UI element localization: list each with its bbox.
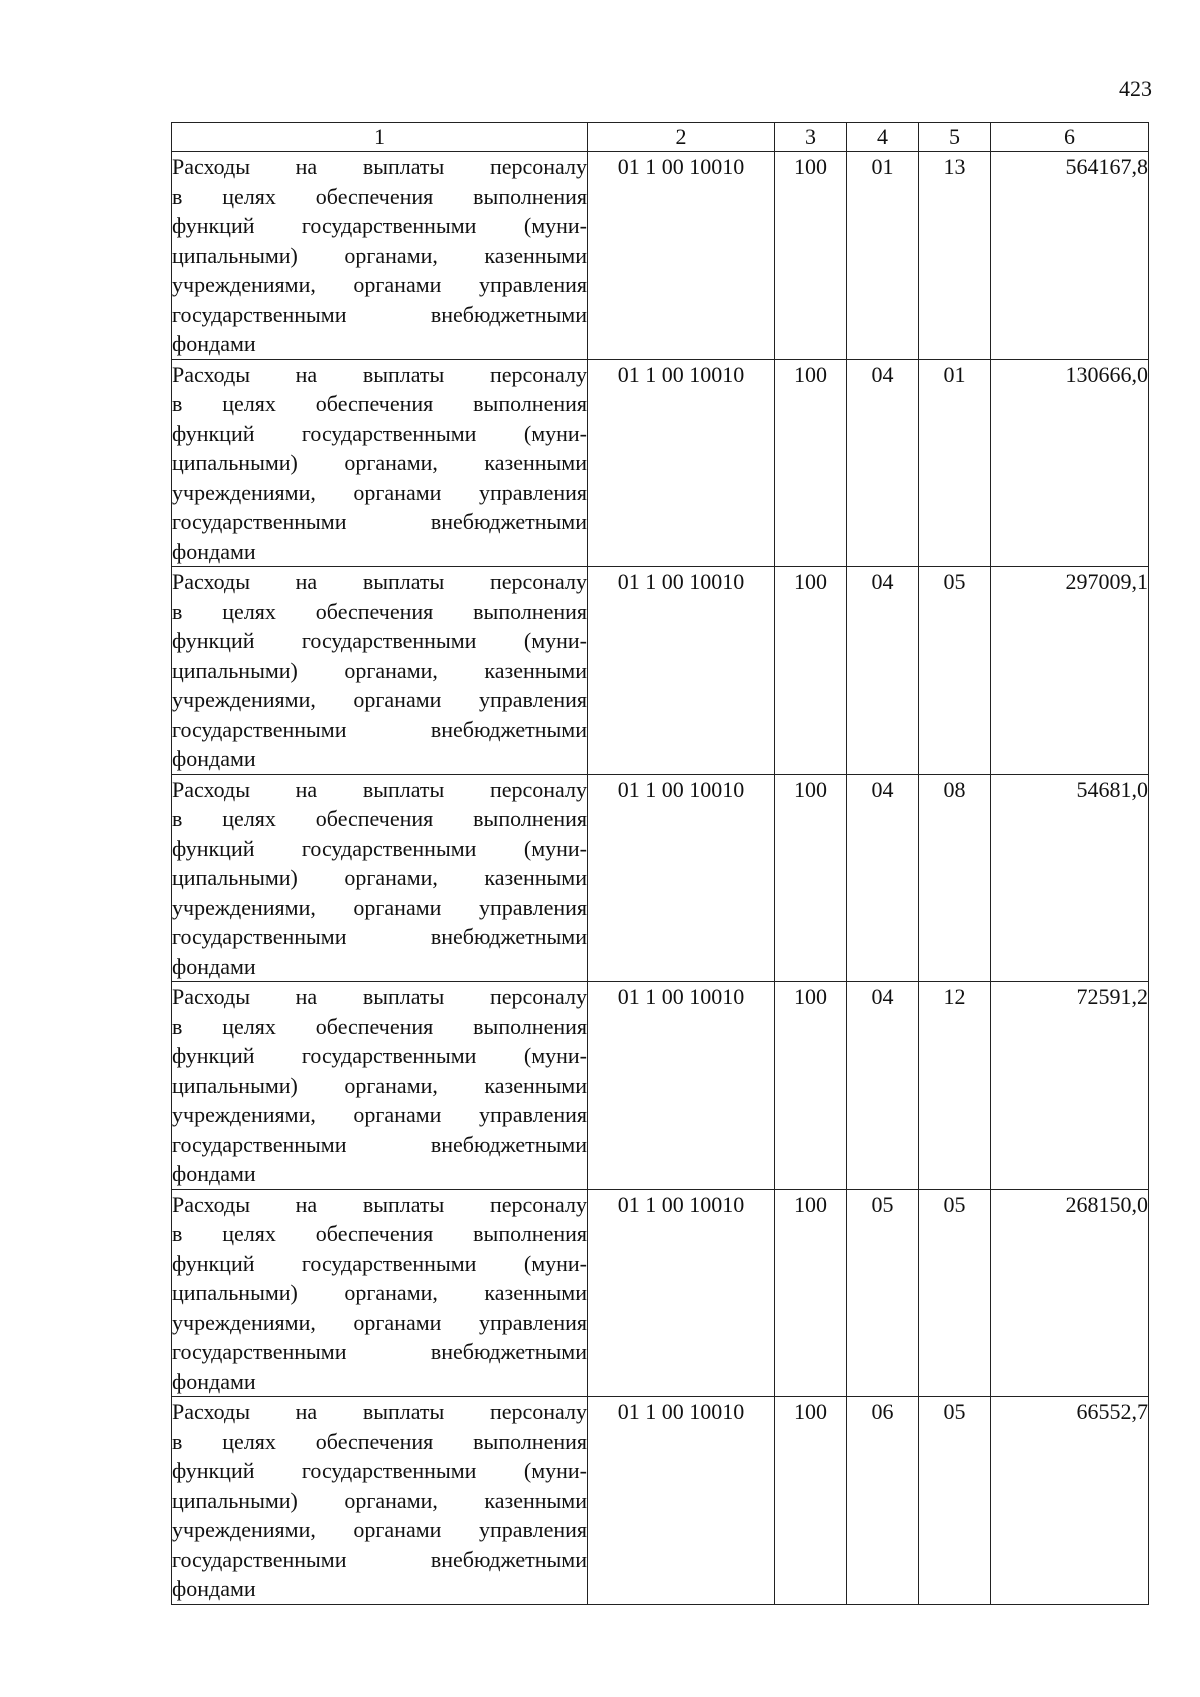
target-article-code: 01 1 00 10010 bbox=[588, 1189, 775, 1397]
description-line: фондами bbox=[172, 1368, 256, 1394]
target-article-code: 01 1 00 10010 bbox=[588, 982, 775, 1190]
expense-type-code: 100 bbox=[775, 152, 847, 360]
table-row bbox=[172, 152, 1149, 360]
description-line: государственными внебюджетными bbox=[172, 301, 587, 327]
target-article-code: 01 1 00 10010 bbox=[588, 152, 775, 360]
amount-value: 54681,0 bbox=[991, 774, 1149, 982]
description-line: функций государственными (муни- bbox=[172, 1043, 587, 1068]
description-line: ципальными) органами, казенными bbox=[172, 657, 587, 683]
description-line: функций государственными (муни- bbox=[172, 628, 587, 653]
description-line: фондами bbox=[172, 953, 256, 979]
description-line: Расходы на выплаты персоналу bbox=[172, 1399, 587, 1424]
table-row bbox=[172, 774, 1149, 982]
expense-description bbox=[172, 1189, 588, 1397]
budget-table bbox=[171, 122, 1149, 1605]
expense-type-code: 100 bbox=[775, 1397, 847, 1605]
target-article-code: 01 1 00 10010 bbox=[588, 1397, 775, 1605]
section-code: 06 bbox=[847, 1397, 919, 1605]
description-line: функций государственными (муни- bbox=[172, 1458, 587, 1483]
description-line: Расходы на выплаты персоналу bbox=[172, 361, 587, 387]
expense-description bbox=[172, 1397, 588, 1605]
subsection-code: 05 bbox=[919, 1397, 991, 1605]
expense-description bbox=[172, 359, 588, 567]
section-code: 01 bbox=[847, 152, 919, 360]
expense-description bbox=[172, 152, 588, 360]
description-line: учреждениями, органами управления bbox=[172, 272, 587, 297]
column-header-2: 2 bbox=[588, 123, 775, 152]
description-line: функций государственными (муни- bbox=[172, 213, 587, 238]
description-line: фондами bbox=[172, 1161, 256, 1186]
amount-value: 297009,1 bbox=[991, 567, 1149, 775]
amount-value: 564167,8 bbox=[991, 152, 1149, 360]
table-header bbox=[172, 123, 1149, 152]
table-row bbox=[172, 1189, 1149, 1397]
description-line: в целях обеспечения выполнения bbox=[172, 1221, 587, 1246]
subsection-code: 13 bbox=[919, 152, 991, 360]
description-line: учреждениями, органами управления bbox=[172, 479, 587, 505]
description-line: государственными внебюджетными bbox=[172, 509, 587, 534]
target-article-code: 01 1 00 10010 bbox=[588, 567, 775, 775]
section-code: 05 bbox=[847, 1189, 919, 1397]
description-line: ципальными) органами, казенными bbox=[172, 865, 587, 890]
amount-value: 268150,0 bbox=[991, 1189, 1149, 1397]
description-line: фондами bbox=[172, 746, 256, 771]
column-header-6: 6 bbox=[991, 123, 1149, 152]
description-line: функций государственными (муни- bbox=[172, 1250, 587, 1276]
expense-type-code: 100 bbox=[775, 359, 847, 567]
description-line: ципальными) органами, казенными bbox=[172, 242, 587, 268]
description-line: государственными внебюджетными bbox=[172, 716, 587, 742]
subsection-code: 12 bbox=[919, 982, 991, 1190]
section-code: 04 bbox=[847, 567, 919, 775]
subsection-code: 08 bbox=[919, 774, 991, 982]
amount-value: 66552,7 bbox=[991, 1397, 1149, 1605]
description-line: учреждениями, органами управления bbox=[172, 1309, 587, 1335]
table-row bbox=[172, 1397, 1149, 1605]
description-line: в целях обеспечения выполнения bbox=[172, 391, 587, 416]
description-line: государственными внебюджетными bbox=[172, 1339, 587, 1364]
description-line: фондами bbox=[172, 538, 256, 564]
description-line: в целях обеспечения выполнения bbox=[172, 598, 587, 624]
column-header-4: 4 bbox=[847, 123, 919, 152]
description-line: Расходы на выплаты персоналу bbox=[172, 569, 587, 594]
expense-type-code: 100 bbox=[775, 567, 847, 775]
description-line: Расходы на выплаты персоналу bbox=[172, 776, 587, 802]
description-line: ципальными) органами, казенными bbox=[172, 1280, 587, 1305]
target-article-code: 01 1 00 10010 bbox=[588, 359, 775, 567]
description-line: государственными внебюджетными bbox=[172, 924, 587, 949]
description-line: учреждениями, органами управления bbox=[172, 1517, 587, 1542]
page-number: 423 bbox=[1119, 76, 1152, 101]
expense-type-code: 100 bbox=[775, 774, 847, 982]
table-row bbox=[172, 567, 1149, 775]
column-header-3: 3 bbox=[775, 123, 847, 152]
subsection-code: 05 bbox=[919, 1189, 991, 1397]
table-row bbox=[172, 359, 1149, 567]
table-body bbox=[172, 152, 1149, 1605]
description-line: учреждениями, органами управления bbox=[172, 1102, 587, 1127]
amount-value: 72591,2 bbox=[991, 982, 1149, 1190]
description-line: ципальными) органами, казенными bbox=[172, 1072, 587, 1098]
column-header-1: 1 bbox=[172, 123, 588, 152]
subsection-code: 01 bbox=[919, 359, 991, 567]
description-line: функций государственными (муни- bbox=[172, 420, 587, 446]
description-line: Расходы на выплаты персоналу bbox=[172, 154, 587, 179]
expense-description bbox=[172, 774, 588, 982]
expense-type-code: 100 bbox=[775, 1189, 847, 1397]
subsection-code: 05 bbox=[919, 567, 991, 775]
section-code: 04 bbox=[847, 774, 919, 982]
description-line: фондами bbox=[172, 1576, 256, 1601]
section-code: 04 bbox=[847, 982, 919, 1190]
expense-description bbox=[172, 567, 588, 775]
description-line: ципальными) органами, казенными bbox=[172, 450, 587, 475]
header-row bbox=[172, 123, 1149, 152]
description-line: государственными внебюджетными bbox=[172, 1546, 587, 1572]
amount-value: 130666,0 bbox=[991, 359, 1149, 567]
description-line: в целях обеспечения выполнения bbox=[172, 1013, 587, 1039]
column-header-5: 5 bbox=[919, 123, 991, 152]
description-line: государственными внебюджетными bbox=[172, 1131, 587, 1157]
section-code: 04 bbox=[847, 359, 919, 567]
expense-description bbox=[172, 982, 588, 1190]
description-line: учреждениями, органами управления bbox=[172, 687, 587, 712]
description-line: в целях обеспечения выполнения bbox=[172, 183, 587, 209]
expense-type-code: 100 bbox=[775, 982, 847, 1190]
description-line: функций государственными (муни- bbox=[172, 835, 587, 861]
table-row bbox=[172, 982, 1149, 1190]
description-line: ципальными) органами, казенными bbox=[172, 1487, 587, 1513]
description-line: фондами bbox=[172, 331, 256, 356]
description-line: в целях обеспечения выполнения bbox=[172, 806, 587, 831]
description-line: Расходы на выплаты персоналу bbox=[172, 984, 587, 1009]
target-article-code: 01 1 00 10010 bbox=[588, 774, 775, 982]
description-line: учреждениями, органами управления bbox=[172, 894, 587, 920]
description-line: Расходы на выплаты персоналу bbox=[172, 1191, 587, 1217]
description-line: в целях обеспечения выполнения bbox=[172, 1428, 587, 1454]
